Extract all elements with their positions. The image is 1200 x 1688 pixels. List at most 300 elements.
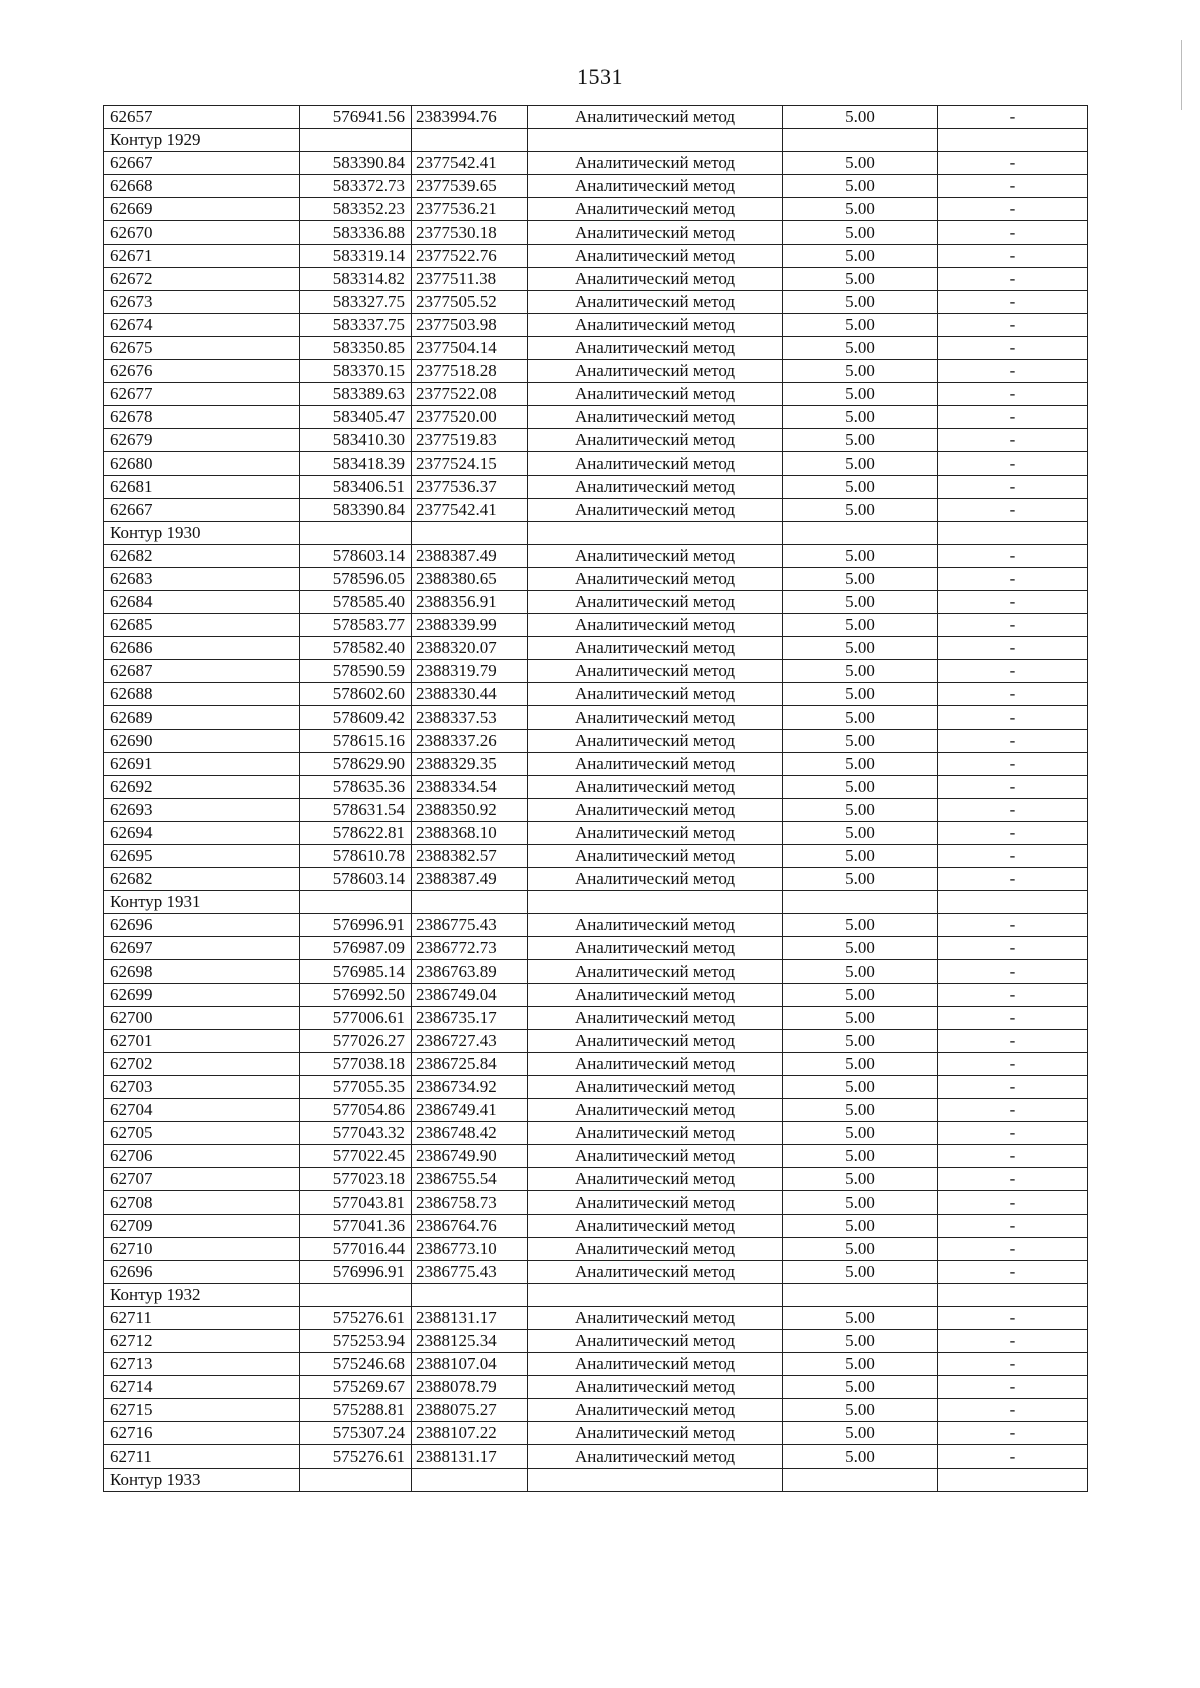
table-row <box>104 752 1088 775</box>
method-cell: Аналитический метод <box>528 1306 783 1329</box>
table-row <box>104 429 1088 452</box>
error-cell: 5.00 <box>783 313 938 336</box>
empty-cell <box>412 1283 528 1306</box>
note-cell: - <box>938 175 1088 198</box>
empty-cell <box>783 521 938 544</box>
note-cell: - <box>938 152 1088 175</box>
empty-cell <box>528 891 783 914</box>
point-id-cell: 62689 <box>104 706 300 729</box>
error-cell: 5.00 <box>783 1122 938 1145</box>
y-coordinate-cell: 2388320.07 <box>412 637 528 660</box>
x-coordinate-cell: 583389.63 <box>300 383 412 406</box>
table-row <box>104 567 1088 590</box>
note-cell: - <box>938 1353 1088 1376</box>
method-cell: Аналитический метод <box>528 1353 783 1376</box>
note-cell: - <box>938 290 1088 313</box>
point-id-cell: 62709 <box>104 1214 300 1237</box>
x-coordinate-cell: 583405.47 <box>300 406 412 429</box>
error-cell: 5.00 <box>783 198 938 221</box>
error-cell: 5.00 <box>783 706 938 729</box>
error-cell: 5.00 <box>783 152 938 175</box>
point-id-cell: 62674 <box>104 313 300 336</box>
empty-cell <box>412 891 528 914</box>
error-cell: 5.00 <box>783 406 938 429</box>
error-cell: 5.00 <box>783 1052 938 1075</box>
y-coordinate-cell: 2388350.92 <box>412 798 528 821</box>
note-cell: - <box>938 1260 1088 1283</box>
table-row <box>104 1260 1088 1283</box>
x-coordinate-cell: 576992.50 <box>300 983 412 1006</box>
note-cell: - <box>938 937 1088 960</box>
point-id-cell: 62711 <box>104 1445 300 1468</box>
empty-cell <box>528 1468 783 1491</box>
method-cell: Аналитический метод <box>528 1099 783 1122</box>
table-row <box>104 1237 1088 1260</box>
table-row <box>104 475 1088 498</box>
empty-cell <box>938 1283 1088 1306</box>
y-coordinate-cell: 2377504.14 <box>412 336 528 359</box>
note-cell: - <box>938 960 1088 983</box>
contour-label: Контур 1932 <box>104 1283 300 1306</box>
point-id-cell: 62686 <box>104 637 300 660</box>
y-coordinate-cell: 2386763.89 <box>412 960 528 983</box>
x-coordinate-cell: 576996.91 <box>300 1260 412 1283</box>
y-coordinate-cell: 2377505.52 <box>412 290 528 313</box>
empty-cell <box>528 129 783 152</box>
method-cell: Аналитический метод <box>528 1006 783 1029</box>
table-row <box>104 175 1088 198</box>
x-coordinate-cell: 578603.14 <box>300 544 412 567</box>
x-coordinate-cell: 583352.23 <box>300 198 412 221</box>
x-coordinate-cell: 575269.67 <box>300 1376 412 1399</box>
y-coordinate-cell: 2388382.57 <box>412 845 528 868</box>
error-cell: 5.00 <box>783 336 938 359</box>
x-coordinate-cell: 583319.14 <box>300 244 412 267</box>
contour-label: Контур 1930 <box>104 521 300 544</box>
x-coordinate-cell: 578603.14 <box>300 868 412 891</box>
y-coordinate-cell: 2388337.26 <box>412 729 528 752</box>
point-id-cell: 62716 <box>104 1422 300 1445</box>
point-id-cell: 62677 <box>104 383 300 406</box>
point-id-cell: 62695 <box>104 845 300 868</box>
error-cell: 5.00 <box>783 1168 938 1191</box>
table-row <box>104 1145 1088 1168</box>
empty-cell <box>300 1468 412 1491</box>
x-coordinate-cell: 577041.36 <box>300 1214 412 1237</box>
method-cell: Аналитический метод <box>528 1329 783 1352</box>
method-cell: Аналитический метод <box>528 1052 783 1075</box>
empty-cell <box>412 521 528 544</box>
error-cell: 5.00 <box>783 429 938 452</box>
table-row <box>104 1029 1088 1052</box>
y-coordinate-cell: 2386775.43 <box>412 1260 528 1283</box>
table-row <box>104 198 1088 221</box>
method-cell: Аналитический метод <box>528 475 783 498</box>
method-cell: Аналитический метод <box>528 244 783 267</box>
point-id-cell: 62687 <box>104 660 300 683</box>
method-cell: Аналитический метод <box>528 1376 783 1399</box>
x-coordinate-cell: 583336.88 <box>300 221 412 244</box>
error-cell: 5.00 <box>783 106 938 129</box>
point-id-cell: 62691 <box>104 752 300 775</box>
error-cell: 5.00 <box>783 729 938 752</box>
note-cell: - <box>938 1029 1088 1052</box>
x-coordinate-cell: 576985.14 <box>300 960 412 983</box>
method-cell: Аналитический метод <box>528 498 783 521</box>
table-row <box>104 267 1088 290</box>
method-cell: Аналитический метод <box>528 544 783 567</box>
table-row <box>104 1376 1088 1399</box>
empty-cell <box>783 891 938 914</box>
error-cell: 5.00 <box>783 175 938 198</box>
table-row <box>104 1329 1088 1352</box>
note-cell: - <box>938 1399 1088 1422</box>
page-number: 1531 <box>577 64 623 89</box>
x-coordinate-cell: 578590.59 <box>300 660 412 683</box>
y-coordinate-cell: 2388107.04 <box>412 1353 528 1376</box>
note-cell: - <box>938 590 1088 613</box>
method-cell: Аналитический метод <box>528 868 783 891</box>
y-coordinate-cell: 2386735.17 <box>412 1006 528 1029</box>
x-coordinate-cell: 577055.35 <box>300 1075 412 1098</box>
y-coordinate-cell: 2383994.76 <box>412 106 528 129</box>
y-coordinate-cell: 2377519.83 <box>412 429 528 452</box>
point-id-cell: 62676 <box>104 360 300 383</box>
note-cell: - <box>938 1422 1088 1445</box>
note-cell: - <box>938 383 1088 406</box>
point-id-cell: 62698 <box>104 960 300 983</box>
error-cell: 5.00 <box>783 498 938 521</box>
contour-header-row <box>104 521 1088 544</box>
table-row <box>104 1168 1088 1191</box>
point-id-cell: 62670 <box>104 221 300 244</box>
table-row <box>104 313 1088 336</box>
note-cell: - <box>938 660 1088 683</box>
method-cell: Аналитический метод <box>528 798 783 821</box>
error-cell: 5.00 <box>783 1191 938 1214</box>
y-coordinate-cell: 2377536.21 <box>412 198 528 221</box>
empty-cell <box>300 891 412 914</box>
x-coordinate-cell: 578615.16 <box>300 729 412 752</box>
x-coordinate-cell: 583390.84 <box>300 498 412 521</box>
point-id-cell: 62710 <box>104 1237 300 1260</box>
empty-cell <box>528 1283 783 1306</box>
point-id-cell: 62696 <box>104 914 300 937</box>
error-cell: 5.00 <box>783 660 938 683</box>
table-row <box>104 544 1088 567</box>
coordinates-table <box>103 105 1088 1492</box>
contour-header-row <box>104 129 1088 152</box>
table-row <box>104 1122 1088 1145</box>
contour-header-row <box>104 1468 1088 1491</box>
error-cell: 5.00 <box>783 1029 938 1052</box>
method-cell: Аналитический метод <box>528 1122 783 1145</box>
method-cell: Аналитический метод <box>528 198 783 221</box>
note-cell: - <box>938 567 1088 590</box>
point-id-cell: 62700 <box>104 1006 300 1029</box>
y-coordinate-cell: 2386727.43 <box>412 1029 528 1052</box>
x-coordinate-cell: 578585.40 <box>300 590 412 613</box>
x-coordinate-cell: 577006.61 <box>300 1006 412 1029</box>
point-id-cell: 62697 <box>104 937 300 960</box>
x-coordinate-cell: 578583.77 <box>300 614 412 637</box>
method-cell: Аналитический метод <box>528 1422 783 1445</box>
method-cell: Аналитический метод <box>528 290 783 313</box>
table-row <box>104 1306 1088 1329</box>
error-cell: 5.00 <box>783 267 938 290</box>
note-cell: - <box>938 752 1088 775</box>
y-coordinate-cell: 2377503.98 <box>412 313 528 336</box>
error-cell: 5.00 <box>783 567 938 590</box>
method-cell: Аналитический метод <box>528 660 783 683</box>
error-cell: 5.00 <box>783 1306 938 1329</box>
table-row <box>104 937 1088 960</box>
y-coordinate-cell: 2388387.49 <box>412 544 528 567</box>
x-coordinate-cell: 578629.90 <box>300 752 412 775</box>
table-row <box>104 244 1088 267</box>
error-cell: 5.00 <box>783 821 938 844</box>
empty-cell <box>412 1468 528 1491</box>
table-row <box>104 1191 1088 1214</box>
note-cell: - <box>938 544 1088 567</box>
x-coordinate-cell: 576987.09 <box>300 937 412 960</box>
point-id-cell: 62692 <box>104 775 300 798</box>
x-coordinate-cell: 576941.56 <box>300 106 412 129</box>
point-id-cell: 62682 <box>104 544 300 567</box>
note-cell: - <box>938 452 1088 475</box>
y-coordinate-cell: 2388334.54 <box>412 775 528 798</box>
note-cell: - <box>938 845 1088 868</box>
error-cell: 5.00 <box>783 244 938 267</box>
contour-label: Контур 1931 <box>104 891 300 914</box>
note-cell: - <box>938 706 1088 729</box>
empty-cell <box>938 1468 1088 1491</box>
note-cell: - <box>938 221 1088 244</box>
note-cell: - <box>938 106 1088 129</box>
note-cell: - <box>938 498 1088 521</box>
method-cell: Аналитический метод <box>528 106 783 129</box>
point-id-cell: 62693 <box>104 798 300 821</box>
note-cell: - <box>938 198 1088 221</box>
error-cell: 5.00 <box>783 1075 938 1098</box>
table-row <box>104 336 1088 359</box>
error-cell: 5.00 <box>783 1099 938 1122</box>
point-id-cell: 62713 <box>104 1353 300 1376</box>
scan-edge-line <box>1181 40 1182 110</box>
x-coordinate-cell: 577026.27 <box>300 1029 412 1052</box>
note-cell: - <box>938 1122 1088 1145</box>
error-cell: 5.00 <box>783 798 938 821</box>
note-cell: - <box>938 267 1088 290</box>
note-cell: - <box>938 429 1088 452</box>
note-cell: - <box>938 406 1088 429</box>
method-cell: Аналитический метод <box>528 1075 783 1098</box>
note-cell: - <box>938 1168 1088 1191</box>
y-coordinate-cell: 2386764.76 <box>412 1214 528 1237</box>
note-cell: - <box>938 475 1088 498</box>
method-cell: Аналитический метод <box>528 267 783 290</box>
x-coordinate-cell: 578582.40 <box>300 637 412 660</box>
empty-cell <box>783 1468 938 1491</box>
x-coordinate-cell: 583410.30 <box>300 429 412 452</box>
table-row <box>104 1399 1088 1422</box>
point-id-cell: 62694 <box>104 821 300 844</box>
table-row <box>104 106 1088 129</box>
x-coordinate-cell: 578635.36 <box>300 775 412 798</box>
method-cell: Аналитический метод <box>528 1191 783 1214</box>
error-cell: 5.00 <box>783 868 938 891</box>
x-coordinate-cell: 578622.81 <box>300 821 412 844</box>
y-coordinate-cell: 2386749.90 <box>412 1145 528 1168</box>
point-id-cell: 62684 <box>104 590 300 613</box>
y-coordinate-cell: 2388387.49 <box>412 868 528 891</box>
error-cell: 5.00 <box>783 1376 938 1399</box>
method-cell: Аналитический метод <box>528 221 783 244</box>
method-cell: Аналитический метод <box>528 983 783 1006</box>
note-cell: - <box>938 683 1088 706</box>
x-coordinate-cell: 583372.73 <box>300 175 412 198</box>
note-cell: - <box>938 775 1088 798</box>
table-row <box>104 960 1088 983</box>
method-cell: Аналитический метод <box>528 406 783 429</box>
x-coordinate-cell: 577043.32 <box>300 1122 412 1145</box>
table-row <box>104 221 1088 244</box>
point-id-cell: 62679 <box>104 429 300 452</box>
point-id-cell: 62711 <box>104 1306 300 1329</box>
method-cell: Аналитический метод <box>528 1445 783 1468</box>
x-coordinate-cell: 583314.82 <box>300 267 412 290</box>
note-cell: - <box>938 1306 1088 1329</box>
note-cell: - <box>938 1237 1088 1260</box>
point-id-cell: 62699 <box>104 983 300 1006</box>
table-row <box>104 498 1088 521</box>
table-row <box>104 1422 1088 1445</box>
y-coordinate-cell: 2377522.76 <box>412 244 528 267</box>
y-coordinate-cell: 2386734.92 <box>412 1075 528 1098</box>
x-coordinate-cell: 578596.05 <box>300 567 412 590</box>
table-row <box>104 452 1088 475</box>
x-coordinate-cell: 583350.85 <box>300 336 412 359</box>
error-cell: 5.00 <box>783 937 938 960</box>
method-cell: Аналитический метод <box>528 1237 783 1260</box>
point-id-cell: 62705 <box>104 1122 300 1145</box>
contour-header-row <box>104 1283 1088 1306</box>
method-cell: Аналитический метод <box>528 1260 783 1283</box>
error-cell: 5.00 <box>783 845 938 868</box>
error-cell: 5.00 <box>783 1445 938 1468</box>
y-coordinate-cell: 2377536.37 <box>412 475 528 498</box>
error-cell: 5.00 <box>783 383 938 406</box>
table-row <box>104 706 1088 729</box>
note-cell: - <box>938 360 1088 383</box>
contour-header-row <box>104 891 1088 914</box>
empty-cell <box>938 521 1088 544</box>
error-cell: 5.00 <box>783 1353 938 1376</box>
point-id-cell: 62688 <box>104 683 300 706</box>
table-row <box>104 683 1088 706</box>
point-id-cell: 62678 <box>104 406 300 429</box>
y-coordinate-cell: 2386749.04 <box>412 983 528 1006</box>
method-cell: Аналитический метод <box>528 937 783 960</box>
table-row <box>104 821 1088 844</box>
y-coordinate-cell: 2377524.15 <box>412 452 528 475</box>
x-coordinate-cell: 577038.18 <box>300 1052 412 1075</box>
error-cell: 5.00 <box>783 960 938 983</box>
y-coordinate-cell: 2386725.84 <box>412 1052 528 1075</box>
note-cell: - <box>938 614 1088 637</box>
point-id-cell: 62715 <box>104 1399 300 1422</box>
point-id-cell: 62667 <box>104 498 300 521</box>
table-row <box>104 406 1088 429</box>
point-id-cell: 62671 <box>104 244 300 267</box>
table-row <box>104 1006 1088 1029</box>
point-id-cell: 62714 <box>104 1376 300 1399</box>
y-coordinate-cell: 2377539.65 <box>412 175 528 198</box>
x-coordinate-cell: 578610.78 <box>300 845 412 868</box>
note-cell: - <box>938 1075 1088 1098</box>
note-cell: - <box>938 1329 1088 1352</box>
y-coordinate-cell: 2388356.91 <box>412 590 528 613</box>
table-row <box>104 729 1088 752</box>
method-cell: Аналитический метод <box>528 1214 783 1237</box>
table-row <box>104 383 1088 406</box>
y-coordinate-cell: 2388380.65 <box>412 567 528 590</box>
empty-cell <box>300 521 412 544</box>
method-cell: Аналитический метод <box>528 1168 783 1191</box>
x-coordinate-cell: 575276.61 <box>300 1445 412 1468</box>
note-cell: - <box>938 983 1088 1006</box>
error-cell: 5.00 <box>783 360 938 383</box>
point-id-cell: 62657 <box>104 106 300 129</box>
table-row <box>104 1075 1088 1098</box>
y-coordinate-cell: 2386773.10 <box>412 1237 528 1260</box>
x-coordinate-cell: 577054.86 <box>300 1099 412 1122</box>
method-cell: Аналитический метод <box>528 845 783 868</box>
point-id-cell: 62680 <box>104 452 300 475</box>
note-cell: - <box>938 1145 1088 1168</box>
y-coordinate-cell: 2377542.41 <box>412 498 528 521</box>
method-cell: Аналитический метод <box>528 960 783 983</box>
table-row <box>104 983 1088 1006</box>
contour-label: Контур 1929 <box>104 129 300 152</box>
x-coordinate-cell: 583327.75 <box>300 290 412 313</box>
method-cell: Аналитический метод <box>528 821 783 844</box>
note-cell: - <box>938 244 1088 267</box>
x-coordinate-cell: 575253.94 <box>300 1329 412 1352</box>
x-coordinate-cell: 576996.91 <box>300 914 412 937</box>
table-row <box>104 152 1088 175</box>
method-cell: Аналитический метод <box>528 914 783 937</box>
y-coordinate-cell: 2377511.38 <box>412 267 528 290</box>
y-coordinate-cell: 2388125.34 <box>412 1329 528 1352</box>
table-row <box>104 798 1088 821</box>
y-coordinate-cell: 2377522.08 <box>412 383 528 406</box>
x-coordinate-cell: 578609.42 <box>300 706 412 729</box>
point-id-cell: 62708 <box>104 1191 300 1214</box>
empty-cell <box>938 891 1088 914</box>
error-cell: 5.00 <box>783 1006 938 1029</box>
point-id-cell: 62681 <box>104 475 300 498</box>
error-cell: 5.00 <box>783 752 938 775</box>
error-cell: 5.00 <box>783 983 938 1006</box>
method-cell: Аналитический метод <box>528 360 783 383</box>
point-id-cell: 62702 <box>104 1052 300 1075</box>
method-cell: Аналитический метод <box>528 313 783 336</box>
x-coordinate-cell: 575246.68 <box>300 1353 412 1376</box>
note-cell: - <box>938 1099 1088 1122</box>
error-cell: 5.00 <box>783 614 938 637</box>
y-coordinate-cell: 2386748.42 <box>412 1122 528 1145</box>
